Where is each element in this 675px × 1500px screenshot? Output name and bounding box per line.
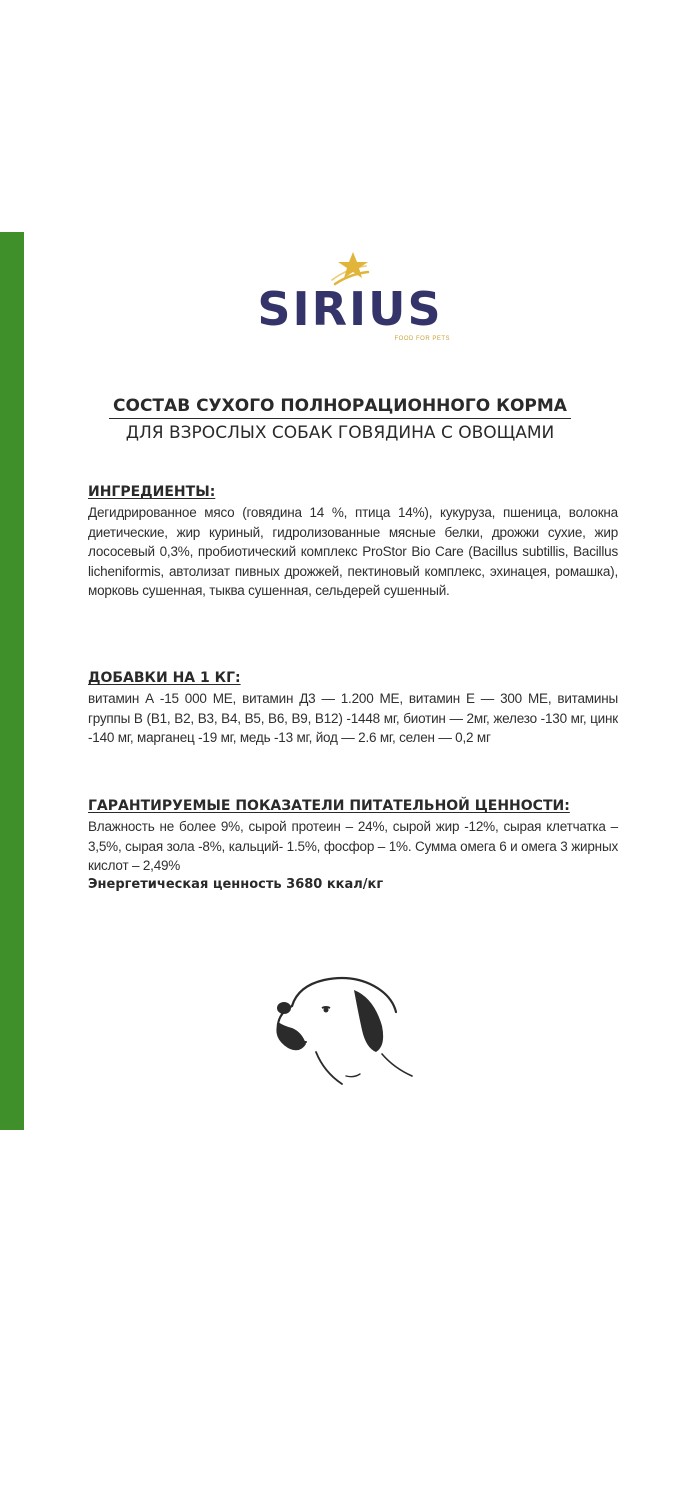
document-title xyxy=(90,396,590,443)
title-line-1: СОСТАВ СУХОГО ПОЛНОРАЦИОННОГО КОРМА xyxy=(109,396,571,419)
dog-head-icon xyxy=(262,968,427,1093)
brand-name: SIRIUS xyxy=(257,282,443,336)
brand-tagline: FOOD FOR PETS xyxy=(394,336,450,342)
ingredients-heading: ИНГРЕДИЕНТЫ: xyxy=(88,484,216,500)
dog-head-illustration xyxy=(262,968,427,1093)
ingredients-section xyxy=(88,484,618,601)
guaranteed-text: Влажность не более 9%, сырой протеин – 24%, сырой жир -12%, сырая клетчатка – 3,5%, сырая зола -8%, кальций- 1.5%, фосфор – 1%. Сумма омега 6 и омега 3 жирных кислот – 2,49% xyxy=(88,819,618,873)
additives-heading: ДОБАВКИ НА 1 КГ: xyxy=(88,670,241,686)
additives-section xyxy=(88,670,618,748)
guaranteed-values-section xyxy=(88,798,618,892)
guaranteed-heading: ГАРАНТИРУЕМЫЕ ПОКАЗАТЕЛИ ПИТАТЕЛЬНОЙ ЦЕННОСТИ: xyxy=(88,798,570,814)
energy-value: Энергетическая ценность 3680 ккал/кг xyxy=(88,876,384,892)
title-line-2: ДЛЯ ВЗРОСЛЫХ СОБАК ГОВЯДИНА С ОВОЩАМИ xyxy=(125,423,555,443)
ingredients-text: Дегидрированное мясо (говядина 14 %, птица 14%), кукуруза, пшеница, волокна диетические, жир куриный, гидролизованные мясные белки, дрожжи сухие, жир лососевый 0,3%, пробиотический комплекс ProStor Bio Care (Bacillus subtillis, Bacillus licheniformis, автолизат пивных дрожжей, пектиновый комплекс, эхинацея, ромашка), морковь сушенная, тыква сушенная, сельдерей сушенный. xyxy=(88,505,618,598)
green-accent-bar xyxy=(0,232,24,1130)
additives-text: витамин А -15 000 МЕ, витамин Д3 — 1.200 МЕ, витамин Е — 300 МЕ, витамины группы В (В1, В2, В3, В4, В5, В6, В9, В12) -1448 мг, биотин — 2мг, железо -130 мг, цинк -140 мг, марганец -19 мг, медь -13 мг, йод — 2.6 мг, селен — 0,2 мг xyxy=(88,691,618,745)
sirius-logo xyxy=(240,248,460,348)
